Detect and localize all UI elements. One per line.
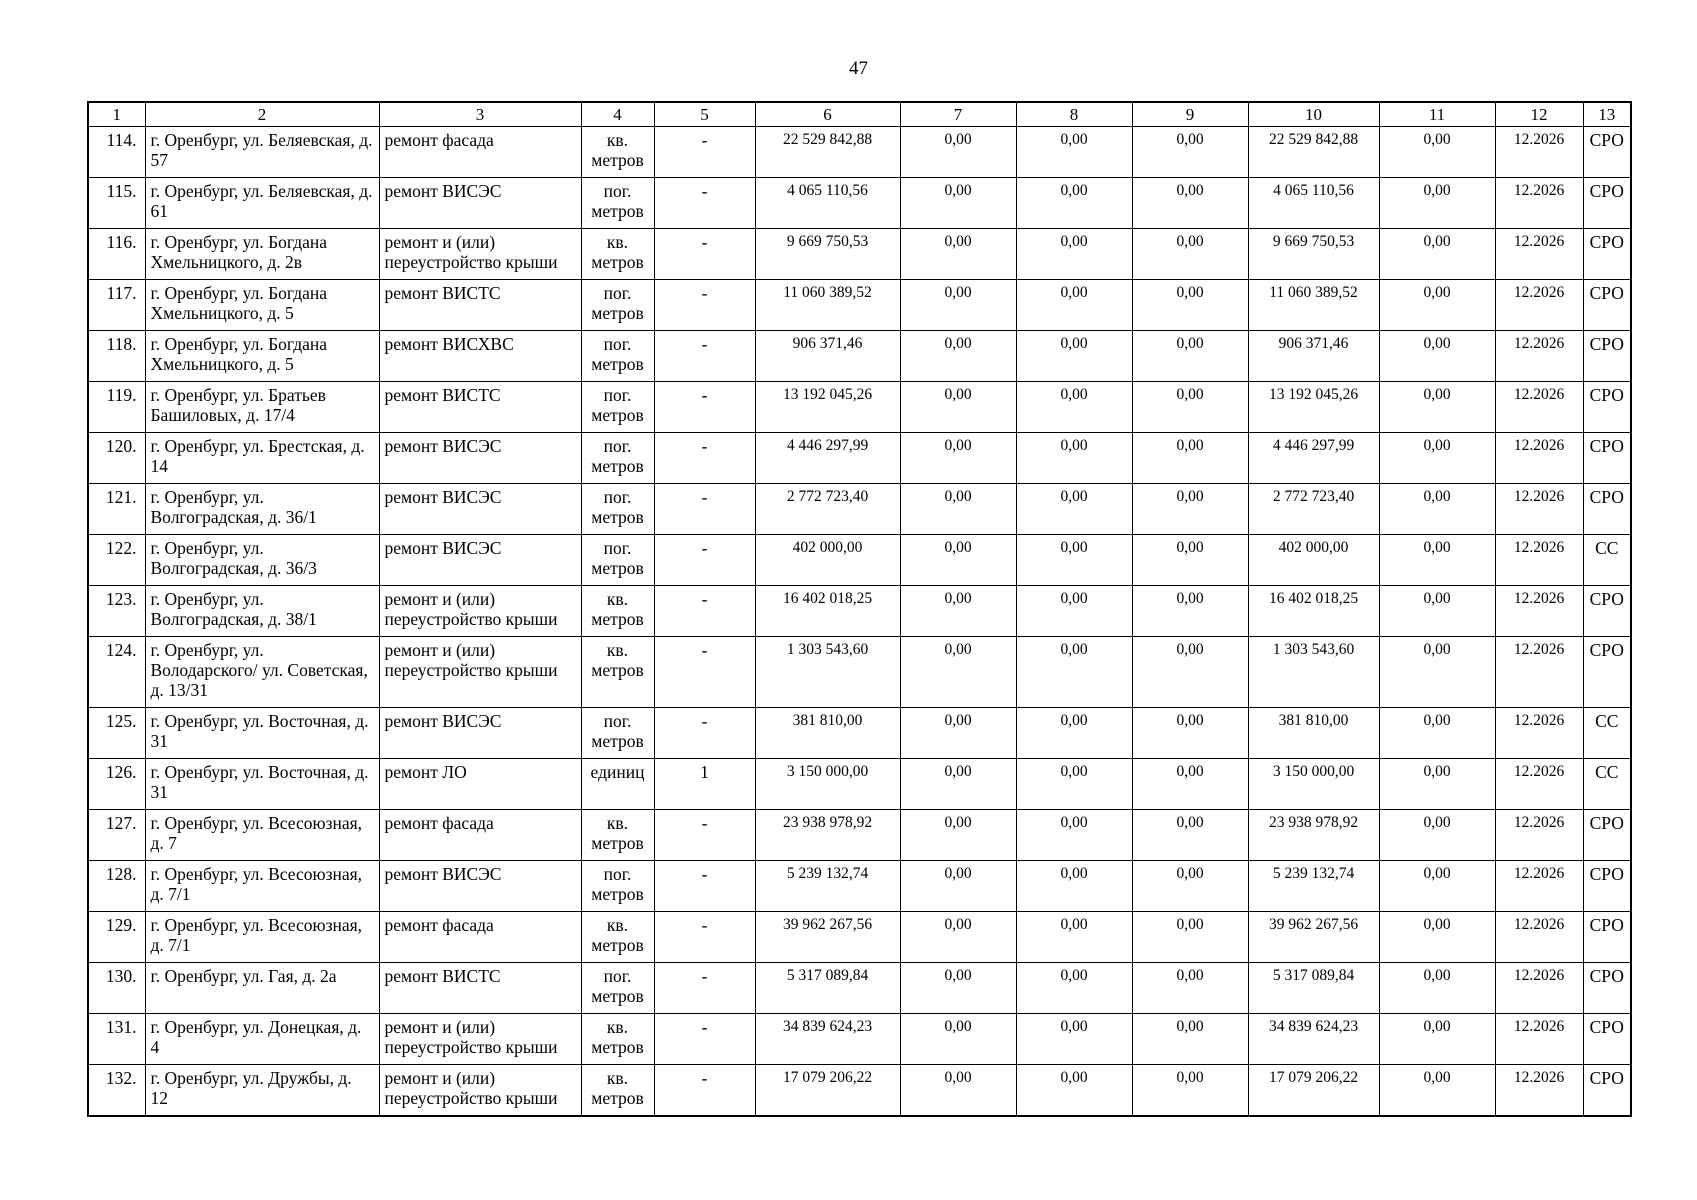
total-cost-cell: 39 962 267,56: [755, 912, 900, 963]
cost-cell: 0,00: [1132, 861, 1248, 912]
quantity-cell: -: [654, 535, 755, 586]
page-number: 47: [849, 58, 868, 79]
table-row: [88, 280, 1631, 331]
address-cell: г. Оренбург, ул. Беляевская, д. 57: [145, 127, 379, 178]
cost-cell: 0,00: [900, 382, 1016, 433]
work-type-cell: ремонт ВИСТС: [379, 382, 581, 433]
table-row: [88, 759, 1631, 810]
completion-date-cell: 12.2026: [1495, 484, 1583, 535]
cost-cell: 0,00: [900, 229, 1016, 280]
funding-method-cell: СРО: [1583, 178, 1631, 229]
unit-cell: кв. метров: [581, 127, 654, 178]
total-cost-cell: 1 303 543,60: [755, 637, 900, 708]
work-type-cell: ремонт ВИСХВС: [379, 331, 581, 382]
funding-method-cell: СС: [1583, 535, 1631, 586]
fund-cost-cell: 13 192 045,26: [1248, 382, 1379, 433]
quantity-cell: -: [654, 484, 755, 535]
row-number-cell: 120.: [88, 433, 145, 484]
column-number-header: 5: [654, 102, 755, 127]
repair-program-table: [87, 101, 1632, 1117]
row-number-cell: 117.: [88, 280, 145, 331]
cost-cell: 0,00: [1132, 280, 1248, 331]
fund-cost-cell: 906 371,46: [1248, 331, 1379, 382]
address-cell: г. Оренбург, ул. Богдана Хмельницкого, д. 5: [145, 331, 379, 382]
quantity-cell: -: [654, 637, 755, 708]
fund-cost-cell: 5 317 089,84: [1248, 963, 1379, 1014]
total-cost-cell: 17 079 206,22: [755, 1065, 900, 1117]
fund-cost-cell: 2 772 723,40: [1248, 484, 1379, 535]
row-number-cell: 125.: [88, 708, 145, 759]
funding-method-cell: СРО: [1583, 963, 1631, 1014]
completion-date-cell: 12.2026: [1495, 963, 1583, 1014]
quantity-cell: -: [654, 963, 755, 1014]
work-type-cell: ремонт ЛО: [379, 759, 581, 810]
fund-cost-cell: 1 303 543,60: [1248, 637, 1379, 708]
table-row: [88, 1014, 1631, 1065]
total-cost-cell: 5 317 089,84: [755, 963, 900, 1014]
cost-cell: 0,00: [900, 1014, 1016, 1065]
table-row: [88, 127, 1631, 178]
completion-date-cell: 12.2026: [1495, 535, 1583, 586]
work-type-cell: ремонт фасада: [379, 810, 581, 861]
table-row: [88, 963, 1631, 1014]
column-number-header: 7: [900, 102, 1016, 127]
completion-date-cell: 12.2026: [1495, 178, 1583, 229]
cost-cell: 0,00: [900, 708, 1016, 759]
cost-cell: 0,00: [1016, 535, 1132, 586]
address-cell: г. Оренбург, ул. Беляевская, д. 61: [145, 178, 379, 229]
table-row: [88, 637, 1631, 708]
table-row: [88, 861, 1631, 912]
total-cost-cell: 11 060 389,52: [755, 280, 900, 331]
column-number-header: 3: [379, 102, 581, 127]
work-type-cell: ремонт и (или) переустройство крыши: [379, 229, 581, 280]
cost-cell: 0,00: [1132, 810, 1248, 861]
completion-date-cell: 12.2026: [1495, 637, 1583, 708]
work-type-cell: ремонт ВИСЭС: [379, 433, 581, 484]
column-number-header: 9: [1132, 102, 1248, 127]
unit-cell: пог. метров: [581, 484, 654, 535]
cost-cell: 0,00: [1132, 535, 1248, 586]
funding-method-cell: СРО: [1583, 127, 1631, 178]
row-number-cell: 129.: [88, 912, 145, 963]
cost-cell: 0,00: [1379, 127, 1495, 178]
unit-cell: кв. метров: [581, 810, 654, 861]
unit-cell: кв. метров: [581, 586, 654, 637]
cost-cell: 0,00: [1132, 708, 1248, 759]
fund-cost-cell: 23 938 978,92: [1248, 810, 1379, 861]
work-type-cell: ремонт фасада: [379, 912, 581, 963]
quantity-cell: -: [654, 708, 755, 759]
work-type-cell: ремонт ВИСЭС: [379, 484, 581, 535]
funding-method-cell: СРО: [1583, 331, 1631, 382]
unit-cell: пог. метров: [581, 178, 654, 229]
quantity-cell: -: [654, 912, 755, 963]
completion-date-cell: 12.2026: [1495, 280, 1583, 331]
cost-cell: 0,00: [1379, 810, 1495, 861]
total-cost-cell: 5 239 132,74: [755, 861, 900, 912]
cost-cell: 0,00: [1132, 433, 1248, 484]
work-type-cell: ремонт ВИСЭС: [379, 535, 581, 586]
address-cell: г. Оренбург, ул. Всесоюзная, д. 7/1: [145, 912, 379, 963]
completion-date-cell: 12.2026: [1495, 759, 1583, 810]
address-cell: г. Оренбург, ул. Брестская, д. 14: [145, 433, 379, 484]
row-number-cell: 126.: [88, 759, 145, 810]
cost-cell: 0,00: [1016, 229, 1132, 280]
quantity-cell: -: [654, 861, 755, 912]
address-cell: г. Оренбург, ул. Гая, д. 2а: [145, 963, 379, 1014]
total-cost-cell: 13 192 045,26: [755, 382, 900, 433]
work-type-cell: ремонт ВИСЭС: [379, 861, 581, 912]
cost-cell: 0,00: [1379, 1014, 1495, 1065]
cost-cell: 0,00: [900, 433, 1016, 484]
completion-date-cell: 12.2026: [1495, 810, 1583, 861]
cost-cell: 0,00: [900, 331, 1016, 382]
fund-cost-cell: 4 446 297,99: [1248, 433, 1379, 484]
work-type-cell: ремонт фасада: [379, 127, 581, 178]
work-type-cell: ремонт ВИСЭС: [379, 708, 581, 759]
address-cell: г. Оренбург, ул. Донецкая, д. 4: [145, 1014, 379, 1065]
table-row: [88, 382, 1631, 433]
cost-cell: 0,00: [1132, 484, 1248, 535]
funding-method-cell: СРО: [1583, 810, 1631, 861]
cost-cell: 0,00: [1016, 382, 1132, 433]
cost-cell: 0,00: [900, 280, 1016, 331]
table-row: [88, 708, 1631, 759]
funding-method-cell: СС: [1583, 759, 1631, 810]
quantity-cell: -: [654, 382, 755, 433]
fund-cost-cell: 381 810,00: [1248, 708, 1379, 759]
table-row: [88, 912, 1631, 963]
unit-cell: пог. метров: [581, 535, 654, 586]
funding-method-cell: СРО: [1583, 280, 1631, 331]
cost-cell: 0,00: [1016, 1065, 1132, 1117]
total-cost-cell: 4 446 297,99: [755, 433, 900, 484]
cost-cell: 0,00: [1016, 963, 1132, 1014]
cost-cell: 0,00: [1379, 963, 1495, 1014]
fund-cost-cell: 3 150 000,00: [1248, 759, 1379, 810]
cost-cell: 0,00: [900, 637, 1016, 708]
cost-cell: 0,00: [1016, 637, 1132, 708]
quantity-cell: 1: [654, 759, 755, 810]
cost-cell: 0,00: [1132, 229, 1248, 280]
unit-cell: пог. метров: [581, 861, 654, 912]
cost-cell: 0,00: [1132, 1014, 1248, 1065]
fund-cost-cell: 22 529 842,88: [1248, 127, 1379, 178]
column-number-header: 12: [1495, 102, 1583, 127]
work-type-cell: ремонт ВИСЭС: [379, 178, 581, 229]
table-row: [88, 484, 1631, 535]
unit-cell: кв. метров: [581, 1014, 654, 1065]
completion-date-cell: 12.2026: [1495, 912, 1583, 963]
funding-method-cell: СРО: [1583, 637, 1631, 708]
quantity-cell: -: [654, 331, 755, 382]
work-type-cell: ремонт и (или) переустройство крыши: [379, 637, 581, 708]
cost-cell: 0,00: [1016, 586, 1132, 637]
cost-cell: 0,00: [900, 1065, 1016, 1117]
completion-date-cell: 12.2026: [1495, 861, 1583, 912]
cost-cell: 0,00: [1016, 331, 1132, 382]
funding-method-cell: СРО: [1583, 1065, 1631, 1117]
total-cost-cell: 3 150 000,00: [755, 759, 900, 810]
work-type-cell: ремонт и (или) переустройство крыши: [379, 1014, 581, 1065]
quantity-cell: -: [654, 433, 755, 484]
address-cell: г. Оренбург, ул. Богдана Хмельницкого, д. 5: [145, 280, 379, 331]
cost-cell: 0,00: [1379, 912, 1495, 963]
quantity-cell: -: [654, 229, 755, 280]
cost-cell: 0,00: [900, 535, 1016, 586]
cost-cell: 0,00: [1016, 810, 1132, 861]
work-type-cell: ремонт ВИСТС: [379, 963, 581, 1014]
unit-cell: пог. метров: [581, 433, 654, 484]
total-cost-cell: 16 402 018,25: [755, 586, 900, 637]
address-cell: г. Оренбург, ул. Волгоградская, д. 38/1: [145, 586, 379, 637]
quantity-cell: -: [654, 586, 755, 637]
fund-cost-cell: 16 402 018,25: [1248, 586, 1379, 637]
work-type-cell: ремонт и (или) переустройство крыши: [379, 1065, 581, 1117]
funding-method-cell: СРО: [1583, 484, 1631, 535]
cost-cell: 0,00: [1016, 861, 1132, 912]
cost-cell: 0,00: [1132, 382, 1248, 433]
column-number-header-row: [88, 102, 1631, 127]
cost-cell: 0,00: [900, 759, 1016, 810]
unit-cell: пог. метров: [581, 331, 654, 382]
cost-cell: 0,00: [1132, 586, 1248, 637]
unit-cell: единиц: [581, 759, 654, 810]
cost-cell: 0,00: [1379, 280, 1495, 331]
column-number-header: 8: [1016, 102, 1132, 127]
cost-cell: 0,00: [1379, 382, 1495, 433]
row-number-cell: 115.: [88, 178, 145, 229]
work-type-cell: ремонт ВИСТС: [379, 280, 581, 331]
funding-method-cell: СРО: [1583, 433, 1631, 484]
cost-cell: 0,00: [1132, 127, 1248, 178]
row-number-cell: 122.: [88, 535, 145, 586]
total-cost-cell: 906 371,46: [755, 331, 900, 382]
address-cell: г. Оренбург, ул. Дружбы, д. 12: [145, 1065, 379, 1117]
funding-method-cell: СРО: [1583, 861, 1631, 912]
total-cost-cell: 22 529 842,88: [755, 127, 900, 178]
cost-cell: 0,00: [1016, 708, 1132, 759]
fund-cost-cell: 5 239 132,74: [1248, 861, 1379, 912]
unit-cell: пог. метров: [581, 963, 654, 1014]
total-cost-cell: 402 000,00: [755, 535, 900, 586]
column-number-header: 11: [1379, 102, 1495, 127]
row-number-cell: 128.: [88, 861, 145, 912]
address-cell: г. Оренбург, ул. Всесоюзная, д. 7/1: [145, 861, 379, 912]
work-type-cell: ремонт и (или) переустройство крыши: [379, 586, 581, 637]
cost-cell: 0,00: [900, 127, 1016, 178]
cost-cell: 0,00: [900, 484, 1016, 535]
cost-cell: 0,00: [900, 810, 1016, 861]
total-cost-cell: 34 839 624,23: [755, 1014, 900, 1065]
completion-date-cell: 12.2026: [1495, 229, 1583, 280]
cost-cell: 0,00: [900, 178, 1016, 229]
row-number-cell: 131.: [88, 1014, 145, 1065]
cost-cell: 0,00: [1132, 1065, 1248, 1117]
table-row: [88, 229, 1631, 280]
cost-cell: 0,00: [1379, 433, 1495, 484]
cost-cell: 0,00: [1379, 178, 1495, 229]
column-number-header: 2: [145, 102, 379, 127]
table-row: [88, 1065, 1631, 1117]
fund-cost-cell: 402 000,00: [1248, 535, 1379, 586]
row-number-cell: 116.: [88, 229, 145, 280]
cost-cell: 0,00: [1016, 759, 1132, 810]
quantity-cell: -: [654, 178, 755, 229]
completion-date-cell: 12.2026: [1495, 586, 1583, 637]
total-cost-cell: 4 065 110,56: [755, 178, 900, 229]
funding-method-cell: СС: [1583, 708, 1631, 759]
row-number-cell: 119.: [88, 382, 145, 433]
address-cell: г. Оренбург, ул. Волгоградская, д. 36/1: [145, 484, 379, 535]
cost-cell: 0,00: [900, 912, 1016, 963]
fund-cost-cell: 17 079 206,22: [1248, 1065, 1379, 1117]
cost-cell: 0,00: [1132, 963, 1248, 1014]
funding-method-cell: СРО: [1583, 229, 1631, 280]
cost-cell: 0,00: [1016, 1014, 1132, 1065]
cost-cell: 0,00: [1379, 637, 1495, 708]
unit-cell: пог. метров: [581, 708, 654, 759]
quantity-cell: -: [654, 810, 755, 861]
row-number-cell: 127.: [88, 810, 145, 861]
cost-cell: 0,00: [1016, 484, 1132, 535]
fund-cost-cell: 34 839 624,23: [1248, 1014, 1379, 1065]
funding-method-cell: СРО: [1583, 912, 1631, 963]
table-row: [88, 178, 1631, 229]
unit-cell: пог. метров: [581, 280, 654, 331]
unit-cell: кв. метров: [581, 229, 654, 280]
unit-cell: кв. метров: [581, 1065, 654, 1117]
unit-cell: пог. метров: [581, 382, 654, 433]
fund-cost-cell: 4 065 110,56: [1248, 178, 1379, 229]
cost-cell: 0,00: [1379, 484, 1495, 535]
column-number-header: 10: [1248, 102, 1379, 127]
cost-cell: 0,00: [900, 963, 1016, 1014]
column-number-header: 1: [88, 102, 145, 127]
total-cost-cell: 9 669 750,53: [755, 229, 900, 280]
address-cell: г. Оренбург, ул. Восточная, д. 31: [145, 759, 379, 810]
completion-date-cell: 12.2026: [1495, 708, 1583, 759]
quantity-cell: -: [654, 280, 755, 331]
row-number-cell: 130.: [88, 963, 145, 1014]
total-cost-cell: 381 810,00: [755, 708, 900, 759]
cost-cell: 0,00: [1379, 708, 1495, 759]
address-cell: г. Оренбург, ул. Волгоградская, д. 36/3: [145, 535, 379, 586]
cost-cell: 0,00: [1379, 535, 1495, 586]
cost-cell: 0,00: [1379, 229, 1495, 280]
unit-cell: кв. метров: [581, 912, 654, 963]
cost-cell: 0,00: [1379, 759, 1495, 810]
column-number-header: 13: [1583, 102, 1631, 127]
row-number-cell: 124.: [88, 637, 145, 708]
fund-cost-cell: 11 060 389,52: [1248, 280, 1379, 331]
quantity-cell: -: [654, 127, 755, 178]
row-number-cell: 118.: [88, 331, 145, 382]
table-row: [88, 535, 1631, 586]
row-number-cell: 123.: [88, 586, 145, 637]
cost-cell: 0,00: [1132, 912, 1248, 963]
column-number-header: 6: [755, 102, 900, 127]
cost-cell: 0,00: [1379, 331, 1495, 382]
cost-cell: 0,00: [1016, 912, 1132, 963]
quantity-cell: -: [654, 1065, 755, 1117]
cost-cell: 0,00: [1379, 861, 1495, 912]
fund-cost-cell: 39 962 267,56: [1248, 912, 1379, 963]
fund-cost-cell: 9 669 750,53: [1248, 229, 1379, 280]
cost-cell: 0,00: [1379, 586, 1495, 637]
table-row: [88, 810, 1631, 861]
column-number-header: 4: [581, 102, 654, 127]
funding-method-cell: СРО: [1583, 382, 1631, 433]
funding-method-cell: СРО: [1583, 586, 1631, 637]
table-row: [88, 433, 1631, 484]
table-row: [88, 586, 1631, 637]
row-number-cell: 121.: [88, 484, 145, 535]
unit-cell: кв. метров: [581, 637, 654, 708]
completion-date-cell: 12.2026: [1495, 331, 1583, 382]
cost-cell: 0,00: [1016, 280, 1132, 331]
address-cell: г. Оренбург, ул. Восточная, д. 31: [145, 708, 379, 759]
address-cell: г. Оренбург, ул. Богдана Хмельницкого, д. 2в: [145, 229, 379, 280]
cost-cell: 0,00: [1132, 178, 1248, 229]
completion-date-cell: 12.2026: [1495, 433, 1583, 484]
funding-method-cell: СРО: [1583, 1014, 1631, 1065]
cost-cell: 0,00: [1016, 127, 1132, 178]
cost-cell: 0,00: [900, 586, 1016, 637]
table-row: [88, 331, 1631, 382]
row-number-cell: 132.: [88, 1065, 145, 1117]
row-number-cell: 114.: [88, 127, 145, 178]
cost-cell: 0,00: [1016, 178, 1132, 229]
completion-date-cell: 12.2026: [1495, 1065, 1583, 1117]
completion-date-cell: 12.2026: [1495, 1014, 1583, 1065]
total-cost-cell: 2 772 723,40: [755, 484, 900, 535]
cost-cell: 0,00: [1016, 433, 1132, 484]
completion-date-cell: 12.2026: [1495, 127, 1583, 178]
completion-date-cell: 12.2026: [1495, 382, 1583, 433]
total-cost-cell: 23 938 978,92: [755, 810, 900, 861]
address-cell: г. Оренбург, ул. Братьев Башиловых, д. 17/4: [145, 382, 379, 433]
cost-cell: 0,00: [1379, 1065, 1495, 1117]
cost-cell: 0,00: [1132, 759, 1248, 810]
address-cell: г. Оренбург, ул. Володарского/ ул. Советская, д. 13/31: [145, 637, 379, 708]
cost-cell: 0,00: [1132, 331, 1248, 382]
address-cell: г. Оренбург, ул. Всесоюзная, д. 7: [145, 810, 379, 861]
quantity-cell: -: [654, 1014, 755, 1065]
cost-cell: 0,00: [900, 861, 1016, 912]
cost-cell: 0,00: [1132, 637, 1248, 708]
